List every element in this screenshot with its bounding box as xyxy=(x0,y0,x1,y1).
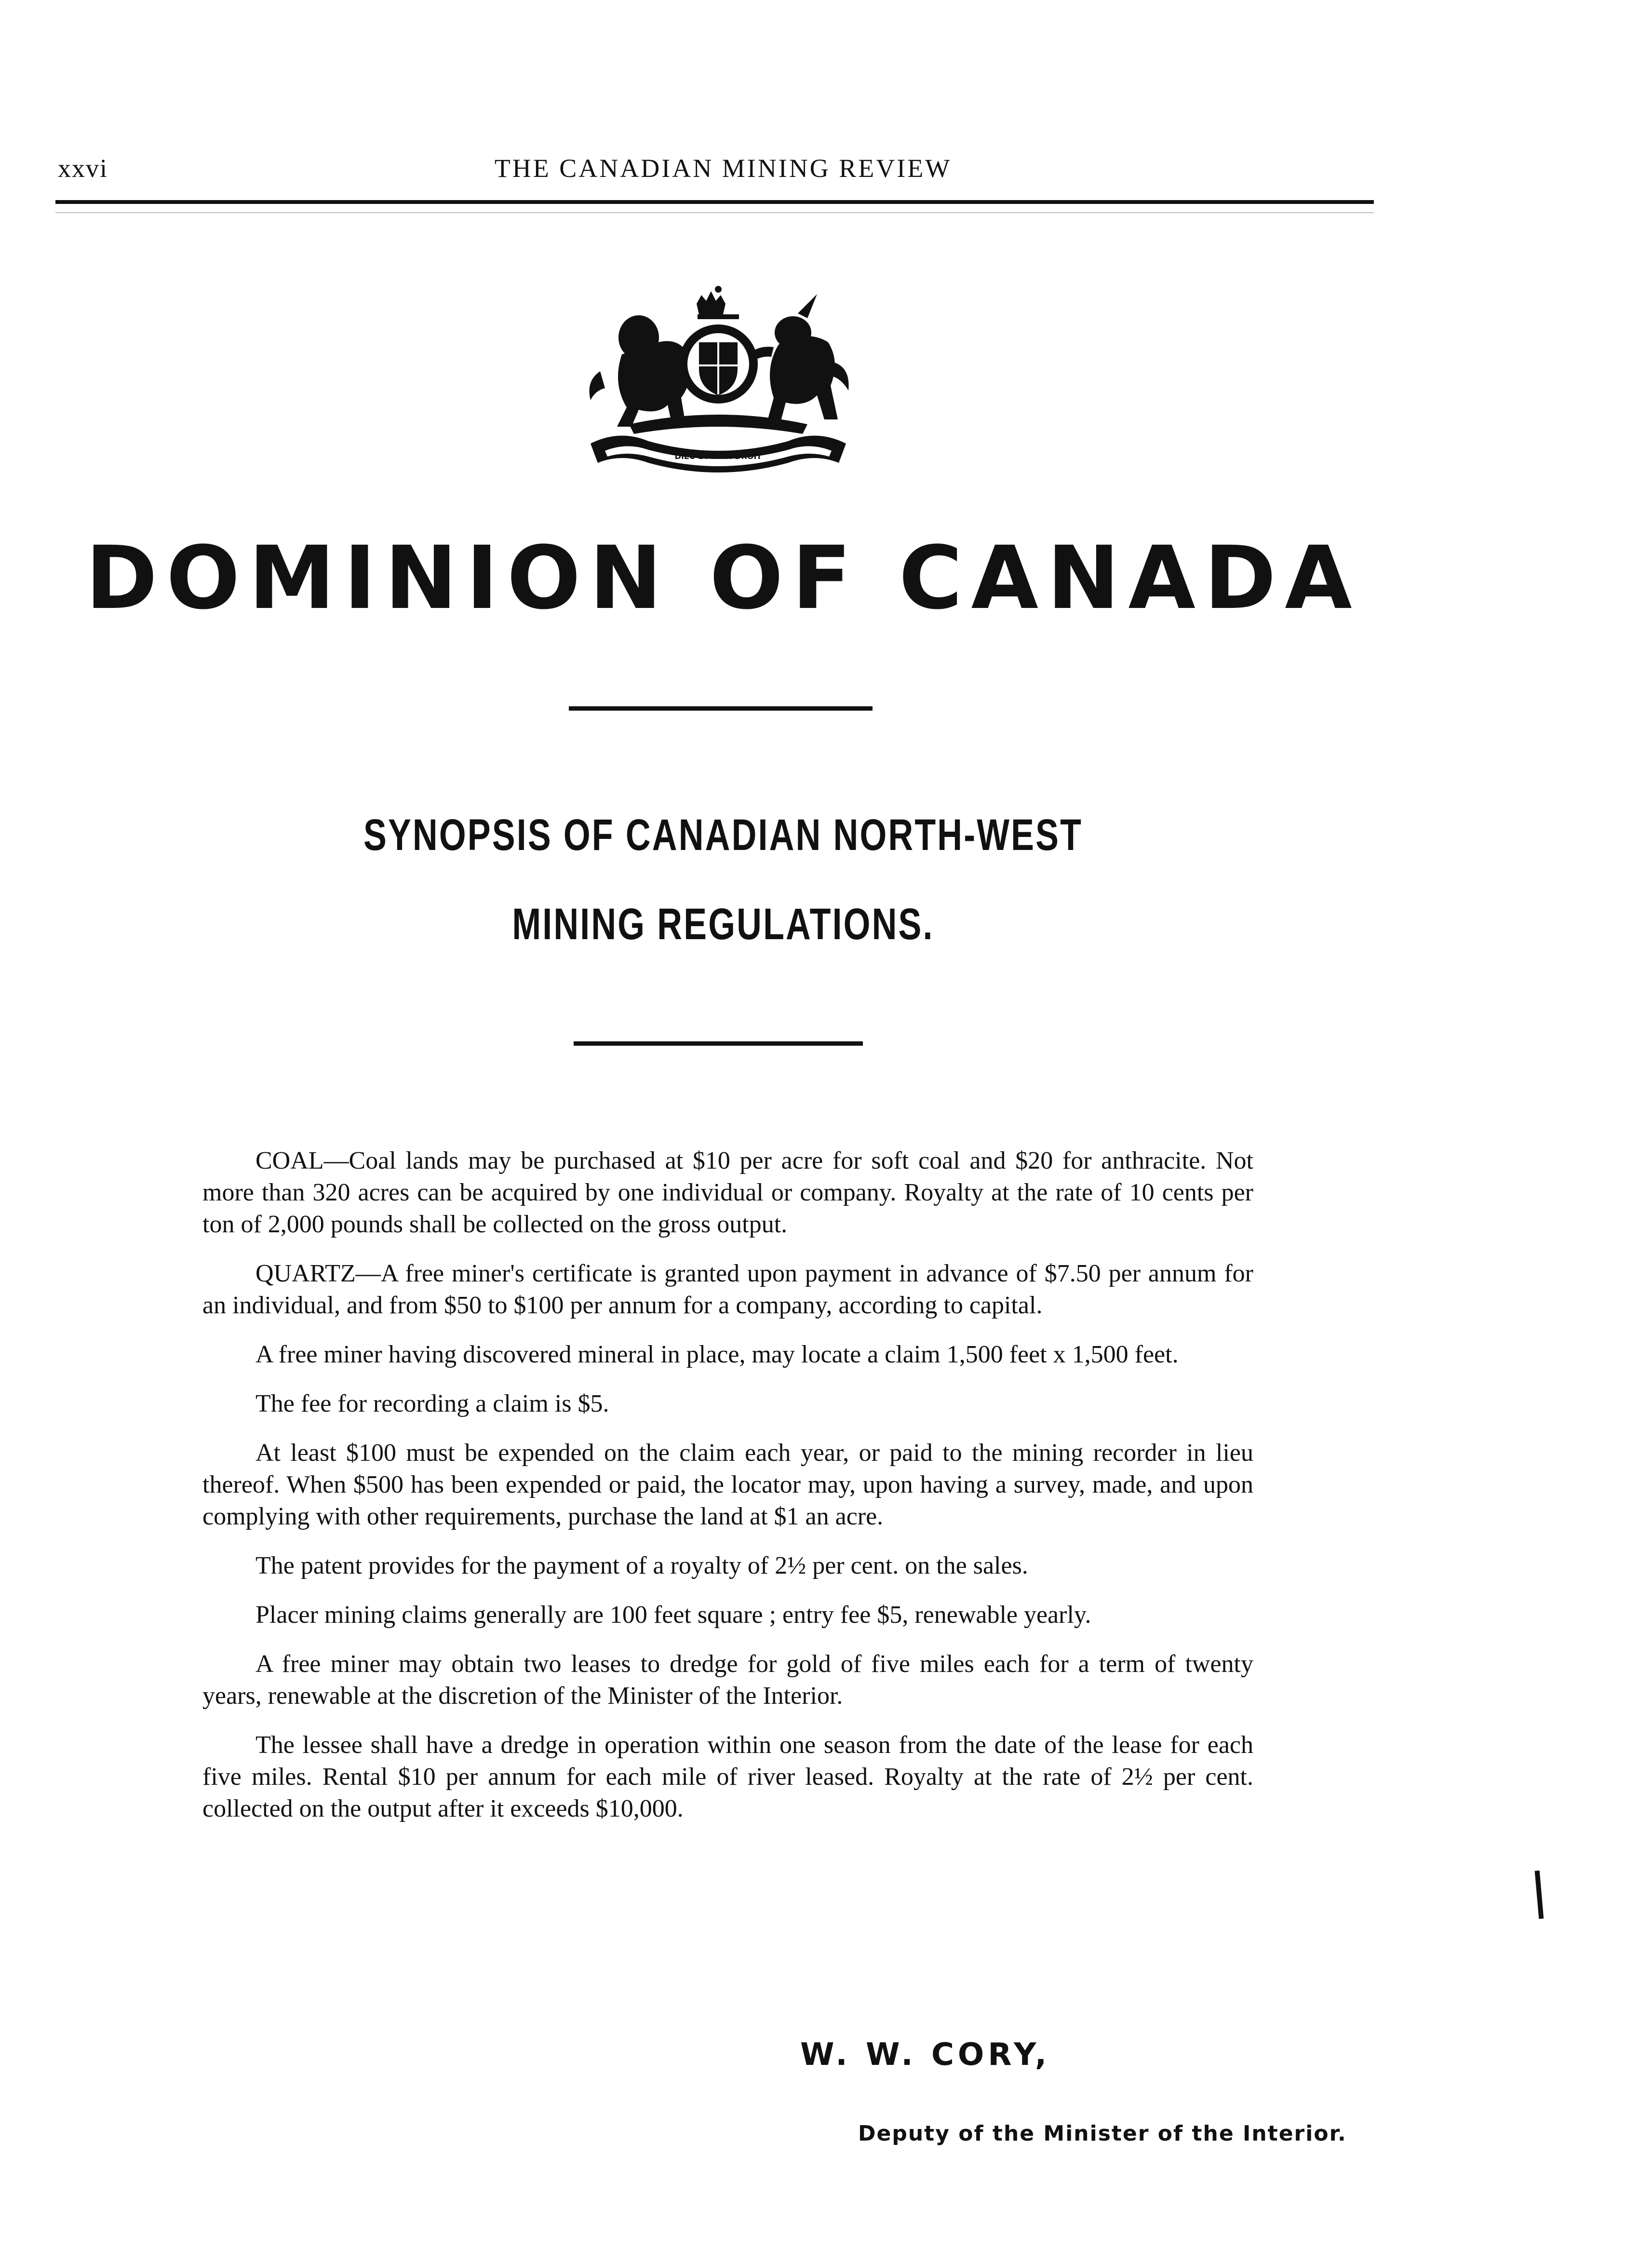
signature-name: W. W. CORY, xyxy=(800,2037,1051,2073)
paragraph-expenditure: At least $100 must be expended on the claim each year, or paid to the mining recorder in lieu thereof. When $500 has been expended or paid, the locator may, upon having a survey, made, and upon complying with other requirements, purchase the land at $1 an acre. xyxy=(202,1439,1253,1530)
paragraph-coal: COAL—Coal lands may be purchased at $10 per acre for soft coal and $20 for anthracite. Not more than 320 acres can be acquired by one individual or company. Royalty at the rate of 10 cents per ton of 2,000 pounds shall be collected on the gross output. xyxy=(202,1147,1253,1238)
margin-mark xyxy=(1535,1871,1544,1919)
paragraph-quartz: QUARTZ—A free miner's certificate is granted upon payment in advance of $7.50 per annum for an individual, and from $50 to $100 per annum for a company, according to capital. xyxy=(202,1260,1253,1319)
signature-title: Deputy of the Minister of the Interior. xyxy=(858,2121,1347,2146)
subtitle-line-2: MINING REGULATIONS. xyxy=(512,900,934,949)
header-rule-thin xyxy=(55,212,1374,213)
coat-of-arms-icon xyxy=(571,284,865,477)
paragraph-recording-fee: The fee for recording a claim is $5. xyxy=(255,1390,609,1417)
motto-text: DIEU ET MON DROIT xyxy=(674,452,762,461)
paragraph-placer-claims: Placer mining claims generally are 100 feet square ; entry fee $5, renewable yearly. xyxy=(255,1601,1091,1629)
paragraph-patent-royalty: The patent provides for the payment of a royalty of 2½ per cent. on the sales. xyxy=(255,1552,1028,1579)
paragraph-claim-size: A free miner having discovered mineral in place, may locate a claim 1,500 feet x 1,500 feet. xyxy=(255,1341,1179,1368)
running-title: THE CANADIAN MINING REVIEW xyxy=(494,154,952,183)
page-title: DOMINION OF CANADA xyxy=(85,528,1361,629)
paragraph-dredge-leases: A free miner may obtain two leases to dredge for gold of five miles each for a term of twenty years, renewable at the discretion of the Minister of the Interior. xyxy=(202,1650,1253,1710)
divider-rule xyxy=(569,706,873,711)
header-rule xyxy=(55,200,1374,204)
paragraph-lessee-dredge: The lessee shall have a dredge in operation within one season from the date of the lease for each five miles. Rental $10 per annum for each mile of river leased. Royalty at the rate of 2½ per cent. collected on the output after it exceeds $10,000. xyxy=(202,1731,1253,1822)
regulations-body xyxy=(202,1145,1253,1842)
subtitle-line-1: SYNOPSIS OF CANADIAN NORTH-WEST xyxy=(363,810,1083,860)
page-number: xxvi xyxy=(58,154,108,183)
divider-rule xyxy=(574,1041,863,1046)
